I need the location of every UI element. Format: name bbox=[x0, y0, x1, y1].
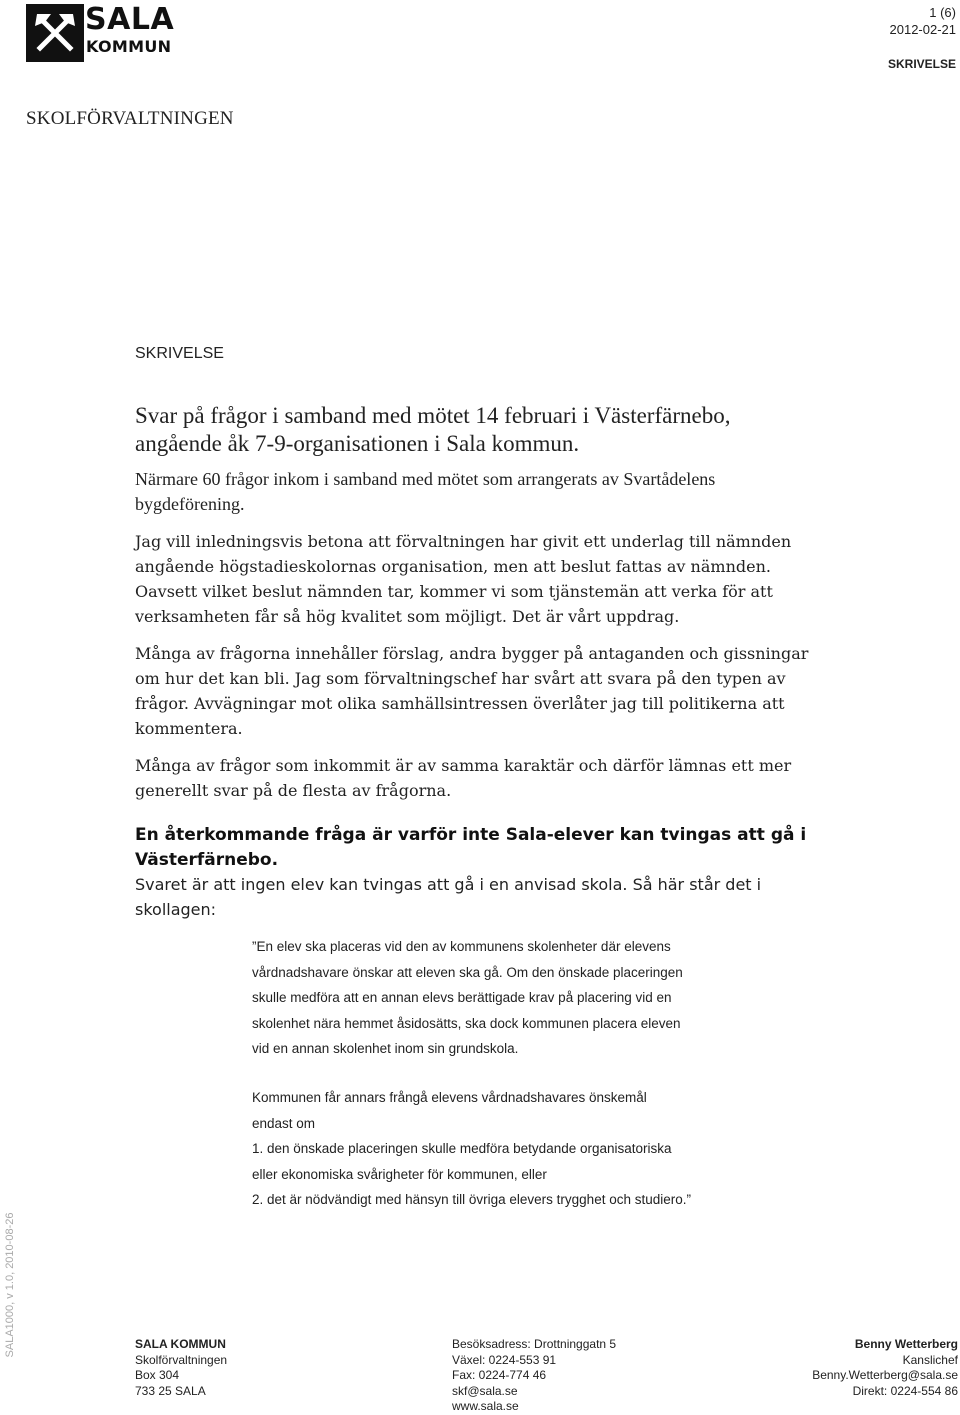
template-version-label bbox=[0, 1212, 20, 1358]
page-number: 1 (6) bbox=[929, 5, 956, 20]
quote-line: 1. den önskade placeringen skulle medföra betydande organisatoriska bbox=[252, 1141, 672, 1156]
document-title bbox=[135, 402, 915, 458]
footer-line: Besöksadress: Drottninggatn 5 bbox=[452, 1337, 617, 1351]
footer-line: Fax: 0224-774 46 bbox=[452, 1368, 547, 1382]
text-line: frågor. Avvägningar mot olika samhällsintressen överlåter jag till politikerna att bbox=[135, 694, 785, 713]
law-quote-part-1 bbox=[252, 934, 772, 1062]
recurring-question-heading bbox=[135, 823, 925, 873]
footer-organization bbox=[135, 1337, 335, 1399]
sala-kommun-logo bbox=[26, 4, 176, 62]
title-line: angående åk 7-9-organisationen i Sala kommun. bbox=[135, 431, 580, 456]
answer-paragraph bbox=[135, 872, 925, 922]
footer-line: Box 304 bbox=[135, 1368, 180, 1382]
text-line: bygdeförening. bbox=[135, 494, 245, 514]
header-doc-type: SKRIVELSE bbox=[887, 57, 956, 71]
text-line: Jag vill inledningsvis betona att förvaltningen har givit ett underlag till nämnden bbox=[135, 532, 792, 551]
footer-person-name: Benny Wetterberg bbox=[854, 1337, 958, 1351]
text-line: Västerfärnebo. bbox=[135, 850, 279, 870]
quote-line: vid en annan skolenhet inom sin grundskola. bbox=[252, 1041, 519, 1056]
text-line: skollagen: bbox=[135, 900, 217, 919]
footer-website[interactable]: www.sala.se bbox=[452, 1399, 519, 1413]
text-line: verksamheten får så hög kvalitet som möjligt. Det är vårt uppdrag. bbox=[135, 607, 680, 626]
text-line: om hur det kan bli. Jag som förvaltningschef har svårt att svara på den typen av bbox=[135, 669, 786, 688]
text-line: kommentera. bbox=[135, 719, 243, 738]
footer-org-name: SALA KOMMUN bbox=[135, 1337, 226, 1351]
paragraph-1 bbox=[135, 529, 925, 579]
paragraph-2 bbox=[135, 579, 925, 629]
footer-email[interactable]: skf@sala.se bbox=[452, 1383, 518, 1398]
title-line: Svar på frågor i samband med mötet 14 februari i Västerfärnebo, bbox=[135, 403, 731, 428]
footer-email[interactable]: Benny.Wetterberg@sala.se bbox=[812, 1368, 958, 1382]
footer-line: 733 25 SALA bbox=[135, 1383, 206, 1398]
text-line: En återkommande fråga är varför inte Sala-elever kan tvingas att gå i bbox=[135, 825, 807, 845]
quote-line: vårdnadshavare önskar att eleven ska gå. Om den önskade placeringen bbox=[252, 964, 683, 980]
quote-line: 2. det är nödvändigt med hänsyn till övriga elevers trygghet och studiero.” bbox=[252, 1192, 691, 1207]
text-line: Många av frågor som inkommit är av samma karaktär och därför lämnas ett mer bbox=[135, 756, 792, 775]
footer-line: Kanslichef bbox=[902, 1352, 958, 1367]
text-line: angående högstadieskolornas organisation, men att beslut fattas av nämnden. bbox=[135, 557, 771, 576]
text-line: Närmare 60 frågor inkom i samband med mötet som arrangerats av Svartådelens bbox=[135, 469, 716, 489]
logo-title: SALA bbox=[85, 2, 175, 37]
paragraph-4 bbox=[135, 753, 925, 803]
department-name: SKOLFÖRVALTNINGEN bbox=[26, 108, 234, 129]
quote-line: eller ekonomiska svårigheter för kommunen, eller bbox=[252, 1166, 547, 1182]
document-label: SKRIVELSE bbox=[135, 345, 224, 362]
footer-signatory bbox=[738, 1337, 958, 1399]
text-line: Svaret är att ingen elev kan tvingas att gå i en anvisad skola. Så här står det i bbox=[135, 875, 762, 894]
logo-subtitle: KOMMUN bbox=[86, 37, 172, 56]
document-date: 2012-02-21 bbox=[889, 22, 956, 37]
footer-line: Skolförvaltningen bbox=[135, 1352, 228, 1367]
quote-line: skolenhet nära hemmet åsidosätts, ska dock kommunen placera eleven bbox=[252, 1015, 681, 1031]
text-line: Oavsett vilket beslut nämnden tar, kommer vi som tjänstemän att verka för att bbox=[135, 582, 773, 601]
quote-line: skulle medföra att en annan elevs berättigade krav på placering vid en bbox=[252, 990, 672, 1005]
footer-contact bbox=[452, 1337, 672, 1415]
quote-line: ”En elev ska placeras vid den av kommunens skolenheter där elevens bbox=[252, 939, 671, 954]
footer-line: Växel: 0224-553 91 bbox=[452, 1352, 557, 1367]
text-line: generellt svar på de flesta av frågorna. bbox=[135, 781, 452, 800]
crossed-hammers-icon bbox=[26, 4, 84, 62]
text-line: Många av frågorna innehåller förslag, andra bygger på antaganden och gissningar bbox=[135, 644, 809, 663]
paragraph-3 bbox=[135, 641, 925, 741]
quote-line: Kommunen får annars frångå elevens vårdnadshavares önskemål bbox=[252, 1090, 647, 1105]
quote-line: endast om bbox=[252, 1115, 316, 1131]
intro-paragraph bbox=[135, 467, 915, 517]
footer-line: Direkt: 0224-554 86 bbox=[852, 1383, 958, 1398]
template-version-text: SALA1000, v 1.0, 2010-08-26 bbox=[4, 1212, 16, 1358]
law-quote-part-2 bbox=[252, 1085, 772, 1213]
